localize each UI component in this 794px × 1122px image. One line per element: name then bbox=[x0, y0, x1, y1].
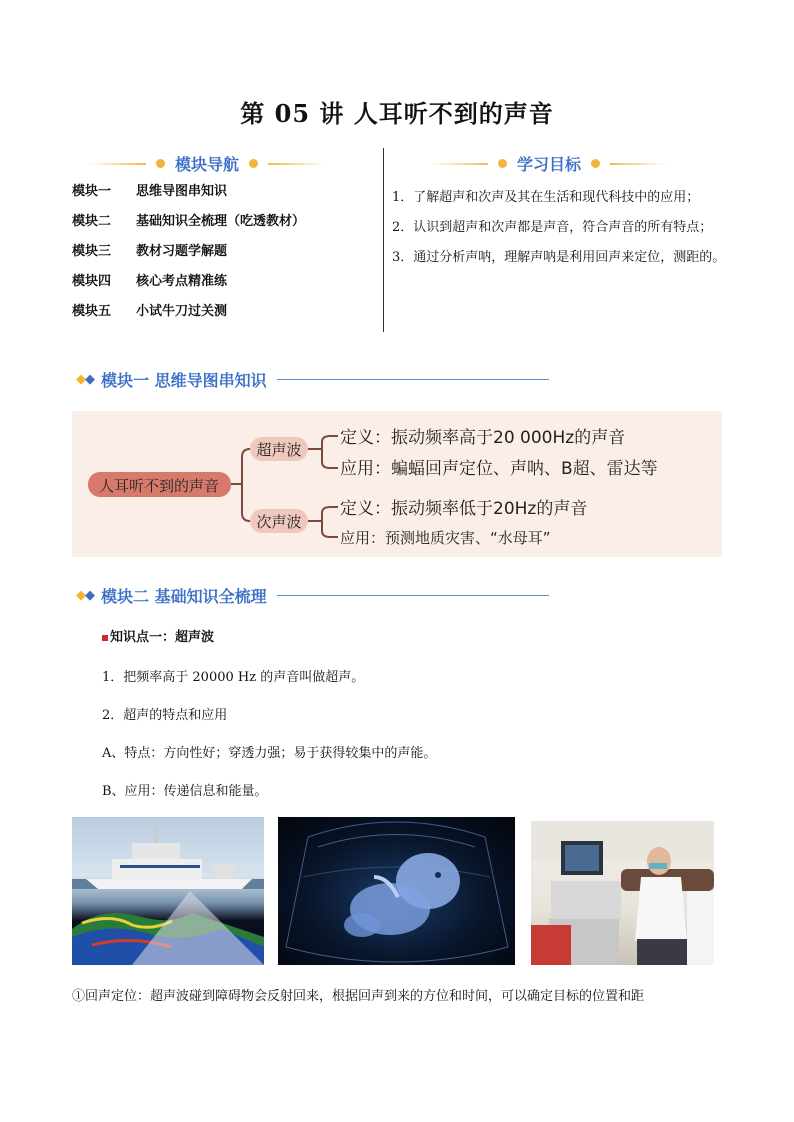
nav-item-key: 模块二 bbox=[72, 214, 112, 229]
fetal-ultrasound-image bbox=[278, 817, 515, 965]
page-title: 第 05 讲 人耳听不到的声音 bbox=[240, 99, 554, 128]
paragraph: ①回声定位：超声波碰到障碍物会反射回来，根据回声到来的方位和时间，可以确定目标的位置和距 bbox=[72, 989, 645, 1004]
root-bracket bbox=[231, 449, 250, 521]
diamond-icon: ◆ bbox=[85, 588, 95, 603]
infrasonic-application: 应用：预测地质灾害、“水母耳” bbox=[340, 529, 551, 547]
branch-label-infrasonic: 次声波 bbox=[256, 513, 302, 531]
goals-header-text: 学习目标 bbox=[517, 155, 582, 174]
sonar-ship-image bbox=[72, 817, 264, 965]
header-line-right bbox=[268, 163, 326, 165]
nav-item-label: 基础知识全梳理（吃透教材） bbox=[136, 214, 306, 229]
nav-item-key: 模块四 bbox=[72, 274, 112, 289]
header-line-right bbox=[610, 163, 668, 165]
paragraph: A、特点：方向性好；穿透力强；易于获得较集中的声能。 bbox=[102, 746, 437, 761]
header-line-left bbox=[88, 163, 146, 165]
doctor-ultrasound-image bbox=[531, 821, 714, 965]
fetal-ultrasound-illustration bbox=[278, 817, 515, 965]
nav-item-label: 小试牛刀过关测 bbox=[136, 304, 228, 319]
goal-item: 1．了解超声和次声及其在生活和现代科技中的应用； bbox=[392, 190, 700, 205]
nav-item bbox=[72, 270, 305, 300]
nav-item bbox=[72, 300, 305, 330]
goal-item: 2．认识到超声和次声都是声音，符合声音的所有特点； bbox=[392, 220, 713, 235]
header-dot-left bbox=[498, 159, 507, 168]
ultrasonic-definition: 定义：振动频率高于20 000Hz的声音 bbox=[340, 428, 626, 448]
nav-item bbox=[72, 240, 305, 270]
section1-header bbox=[76, 368, 549, 391]
nav-item bbox=[72, 210, 305, 240]
branch-label-ultrasonic: 超声波 bbox=[256, 441, 302, 459]
knowledge-point-text: 知识点一：超声波 bbox=[110, 630, 215, 645]
branch1-bracket bbox=[308, 436, 338, 468]
square-bullet-icon bbox=[102, 635, 108, 641]
column-divider bbox=[383, 148, 384, 332]
paragraph: 1．把频率高于 20000 Hz 的声音叫做超声。 bbox=[102, 670, 365, 685]
infrasonic-definition: 定义：振动频率低于20Hz的声音 bbox=[340, 499, 588, 519]
knowledge-point-title bbox=[102, 626, 214, 645]
header-dot-right bbox=[249, 159, 258, 168]
paragraph: B、应用：传递信息和能量。 bbox=[102, 784, 268, 799]
nav-header bbox=[88, 152, 326, 175]
branch2-bracket bbox=[308, 507, 338, 537]
mind-map-svg bbox=[72, 411, 722, 557]
learning-goals bbox=[392, 185, 727, 275]
header-dot-left bbox=[156, 159, 165, 168]
sonar-ship-illustration bbox=[72, 817, 264, 965]
diamond-icon: ◆ bbox=[85, 372, 95, 387]
paragraph: 2．超声的特点和应用 bbox=[102, 708, 228, 723]
section2-title: 模块二 基础知识全梳理 bbox=[101, 587, 267, 606]
root-node-label: 人耳听不到的声音 bbox=[98, 477, 220, 495]
goals-header bbox=[430, 152, 668, 175]
section1-title: 模块一 思维导图串知识 bbox=[101, 371, 267, 390]
nav-item-label: 核心考点精准练 bbox=[136, 274, 228, 289]
mind-map bbox=[72, 411, 722, 557]
nav-item-label: 思维导图串知识 bbox=[136, 184, 228, 199]
section2-header bbox=[76, 584, 549, 607]
nav-item bbox=[72, 180, 305, 210]
header-dot-right bbox=[591, 159, 600, 168]
goal-item: 3．通过分析声呐，理解声呐是利用回声来定位，测距的。 bbox=[392, 250, 726, 265]
ultrasonic-application: 应用：蝙蝠回声定位、声呐、B超、雷达等 bbox=[340, 459, 658, 479]
diamond-icon: ◆ bbox=[76, 372, 83, 387]
nav-item-key: 模块三 bbox=[72, 244, 112, 259]
diamond-icon: ◆ bbox=[76, 588, 83, 603]
nav-item-key: 模块五 bbox=[72, 304, 112, 319]
section2-rule bbox=[277, 595, 549, 596]
doctor-ultrasound-illustration bbox=[531, 821, 714, 965]
nav-item-key: 模块一 bbox=[72, 184, 112, 199]
header-line-left bbox=[430, 163, 488, 165]
module-nav-list bbox=[72, 180, 305, 330]
nav-header-text: 模块导航 bbox=[175, 155, 240, 174]
section1-rule bbox=[277, 379, 549, 380]
nav-item-label: 教材习题学解题 bbox=[136, 244, 228, 259]
